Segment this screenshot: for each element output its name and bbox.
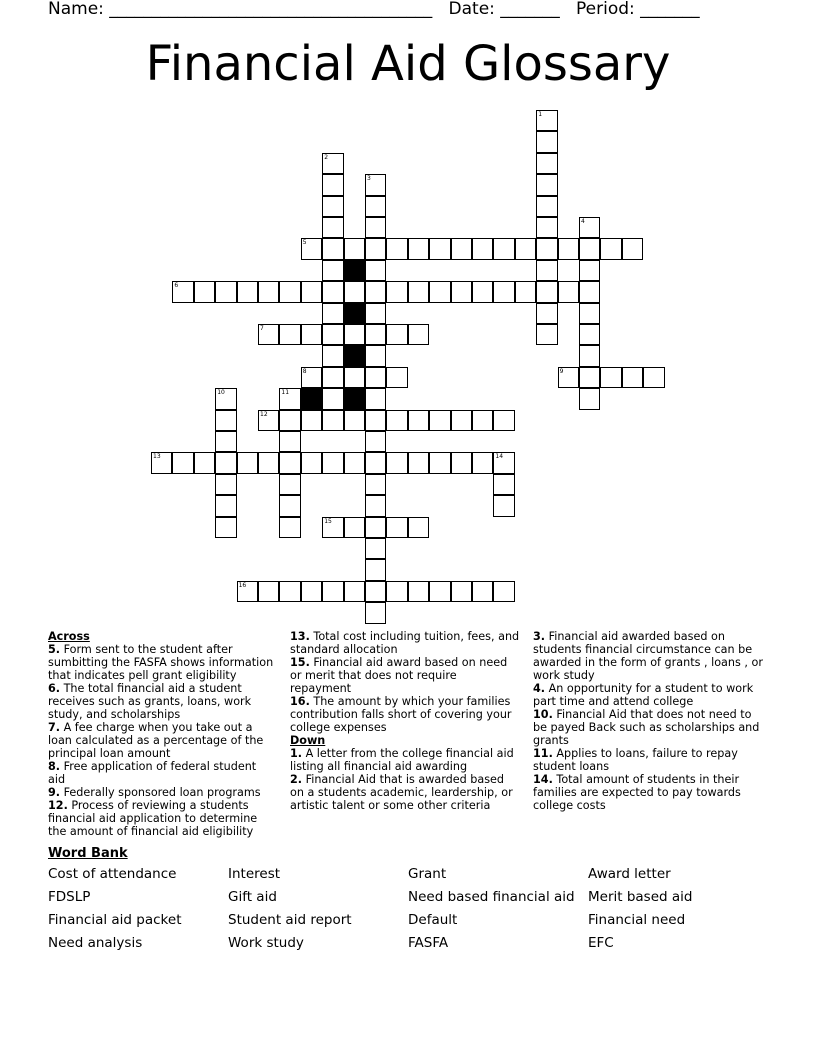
grid-cell[interactable]: [365, 281, 386, 302]
grid-cell[interactable]: [558, 367, 579, 388]
grid-cell[interactable]: [258, 281, 279, 302]
word-bank-item: Interest: [228, 866, 281, 882]
grid-cell[interactable]: [579, 388, 600, 409]
clue-text: An opportunity for a student to work part time and attend college: [533, 682, 754, 708]
clue-number: 6.: [48, 682, 61, 695]
clue-number: 5.: [48, 643, 61, 656]
clue-number-label: 9: [559, 367, 564, 375]
word-bank-item: Student aid report: [228, 912, 352, 928]
grid-cell[interactable]: [451, 452, 472, 473]
grid-cell[interactable]: [536, 238, 557, 259]
grid-cell[interactable]: [172, 452, 193, 473]
grid-cell[interactable]: [386, 324, 407, 345]
across-clue: [48, 682, 276, 721]
grid-cell[interactable]: [322, 388, 343, 409]
grid-cell[interactable]: [258, 410, 279, 431]
page-title: Financial Aid Glossary: [145, 36, 671, 92]
word-bank-item: Cost of attendance: [48, 866, 177, 882]
clues-column-2: [290, 630, 520, 812]
grid-cell[interactable]: [301, 324, 322, 345]
grid-cell[interactable]: [215, 388, 236, 409]
clue-text: Financial aid awarded based on students financial circumstance can be awarded in the form of grants , loans , or work study: [533, 630, 763, 682]
grid-cell[interactable]: [301, 581, 322, 602]
grid-cell[interactable]: [536, 260, 557, 281]
grid-cell[interactable]: [279, 474, 300, 495]
grid-cell[interactable]: [365, 217, 386, 238]
word-bank-item: Work study: [228, 935, 304, 951]
grid-cell[interactable]: [322, 410, 343, 431]
clue-number-label: 14: [495, 453, 504, 461]
across-clue: [48, 786, 276, 799]
grid-cell[interactable]: [558, 238, 579, 259]
grid-cell[interactable]: [365, 517, 386, 538]
grid-cell[interactable]: [365, 174, 386, 195]
grid-cell[interactable]: [408, 238, 429, 259]
grid-cell[interactable]: [279, 431, 300, 452]
grid-cell[interactable]: [301, 367, 322, 388]
grid-cell[interactable]: [536, 303, 557, 324]
grid-cell[interactable]: [322, 174, 343, 195]
grid-cell[interactable]: [365, 602, 386, 623]
grid-cell-black: [344, 388, 365, 409]
grid-cell[interactable]: [558, 281, 579, 302]
grid-cell[interactable]: [429, 281, 450, 302]
date-field[interactable]: Date: _______: [448, 0, 560, 19]
grid-cell[interactable]: [172, 281, 193, 302]
clue-number: 2.: [290, 773, 303, 786]
grid-cell[interactable]: [429, 238, 450, 259]
word-bank-item: Merit based aid: [588, 889, 693, 905]
grid-cell[interactable]: [579, 303, 600, 324]
grid-cell[interactable]: [258, 324, 279, 345]
clue-number-label: 4: [581, 218, 585, 225]
grid-cell[interactable]: [643, 367, 664, 388]
grid-cell[interactable]: [322, 345, 343, 366]
clue-text: The total financial aid a student receives such as grants, loans, work study, and scholarships: [48, 682, 252, 721]
period-field[interactable]: Period: _______: [576, 0, 700, 19]
grid-cell[interactable]: [493, 452, 514, 473]
grid-cell-black: [344, 260, 365, 281]
grid-cell[interactable]: [301, 410, 322, 431]
grid-cell[interactable]: [322, 238, 343, 259]
clue-number-label: 10: [217, 389, 225, 397]
clue-text: Financial Aid that does not need to be payed Back such as scholarships and grants: [533, 708, 760, 747]
grid-cell[interactable]: [622, 367, 643, 388]
clues-column-3: [533, 630, 763, 812]
grid-cell[interactable]: [301, 452, 322, 473]
grid-cell[interactable]: [493, 410, 514, 431]
clue-number: 16.: [290, 695, 310, 708]
clue-number-label: 16: [238, 581, 247, 589]
grid-cell[interactable]: [429, 452, 450, 473]
grid-cell[interactable]: [322, 217, 343, 238]
clue-number-label: 3: [367, 175, 371, 183]
grid-cell[interactable]: [365, 324, 386, 345]
across-clue: [48, 760, 276, 786]
grid-cell[interactable]: [279, 452, 300, 473]
grid-cell[interactable]: [472, 452, 493, 473]
grid-cell[interactable]: [472, 281, 493, 302]
grid-cell[interactable]: [600, 367, 621, 388]
across-clue: [48, 643, 276, 682]
grid-cell[interactable]: [322, 367, 343, 388]
name-field[interactable]: Name: ______________________________________: [48, 0, 433, 19]
word-bank-item: EFC: [588, 935, 614, 951]
clue-number-label: 8: [302, 367, 307, 375]
clue-text: A letter from the college financial aid listing all financial aid awarding: [290, 747, 514, 773]
clue-number-label: 7: [260, 325, 264, 332]
clue-text: Process of reviewing a students financial aid application to determine the amount of financial aid eligibility: [48, 799, 258, 838]
grid-cell[interactable]: [237, 281, 258, 302]
down-clue: [533, 773, 763, 812]
clue-number: 3.: [533, 630, 546, 643]
grid-cell[interactable]: [365, 303, 386, 324]
grid-cell[interactable]: [493, 581, 514, 602]
grid-cell[interactable]: [579, 238, 600, 259]
grid-cell[interactable]: [386, 452, 407, 473]
clues-column-1: [48, 630, 276, 838]
grid-cell[interactable]: [215, 474, 236, 495]
grid-cell-black: [344, 345, 365, 366]
grid-cell[interactable]: [579, 281, 600, 302]
grid-cell[interactable]: [408, 581, 429, 602]
word-bank-item: Default: [408, 912, 458, 928]
clue-text: Free application of federal student aid: [48, 760, 257, 786]
down-clue: [290, 773, 520, 812]
grid-cell[interactable]: [279, 517, 300, 538]
clue-text: Total cost including tuition, fees, and standard allocation: [290, 630, 520, 656]
across-clue: [290, 695, 520, 734]
grid-cell[interactable]: [322, 260, 343, 281]
grid-cell[interactable]: [215, 410, 236, 431]
grid-cell[interactable]: [322, 324, 343, 345]
grid-cell[interactable]: [365, 581, 386, 602]
grid-cell[interactable]: [579, 324, 600, 345]
grid-cell[interactable]: [279, 281, 300, 302]
clue-number: 10.: [533, 708, 553, 721]
grid-cell[interactable]: [258, 452, 279, 473]
grid-cell[interactable]: [386, 517, 407, 538]
grid-cell[interactable]: [386, 281, 407, 302]
clue-number: 9.: [48, 786, 61, 799]
grid-cell[interactable]: [344, 324, 365, 345]
down-heading: Down: [290, 734, 326, 747]
grid-cell[interactable]: [344, 452, 365, 473]
grid-cell[interactable]: [579, 367, 600, 388]
word-bank-item: Need based financial aid: [408, 889, 575, 905]
grid-cell[interactable]: [515, 238, 536, 259]
clue-text: Form sent to the student after sumbitting the FASFA shows information that indicates pell grant eligibility: [48, 643, 274, 682]
grid-cell[interactable]: [344, 581, 365, 602]
down-clue: [533, 708, 763, 747]
grid-cell[interactable]: [622, 238, 643, 259]
clue-number-label: 15: [324, 517, 332, 525]
grid-cell[interactable]: [493, 238, 514, 259]
grid-cell[interactable]: [365, 196, 386, 217]
grid-cell[interactable]: [344, 238, 365, 259]
clue-number: 12.: [48, 799, 68, 812]
clue-number-label: 12: [260, 410, 268, 418]
down-clue: [533, 747, 763, 773]
grid-cell[interactable]: [279, 388, 300, 409]
across-clue: [290, 630, 520, 656]
clue-number: 11.: [533, 747, 553, 760]
word-bank-item: Gift aid: [228, 889, 277, 905]
grid-cell[interactable]: [344, 367, 365, 388]
clue-number: 4.: [533, 682, 546, 695]
grid-cell[interactable]: [579, 345, 600, 366]
grid-cell[interactable]: [408, 324, 429, 345]
grid-cell[interactable]: [279, 410, 300, 431]
grid-cell[interactable]: [344, 517, 365, 538]
grid-cell[interactable]: [365, 474, 386, 495]
clue-text: Financial Aid that is awarded based on a students academic, leardership, or artistic talent or some other criteria: [290, 773, 513, 812]
clue-text: The amount by which your families contribution falls short of covering your college expenses: [290, 695, 512, 734]
grid-cell[interactable]: [279, 324, 300, 345]
grid-cell[interactable]: [493, 281, 514, 302]
grid-cell[interactable]: [365, 410, 386, 431]
clue-number: 13.: [290, 630, 310, 643]
word-bank-item: Financial need: [588, 912, 686, 928]
grid-cell[interactable]: [493, 474, 514, 495]
grid-cell[interactable]: [365, 345, 386, 366]
grid-cell[interactable]: [365, 238, 386, 259]
grid-cell[interactable]: [472, 581, 493, 602]
grid-cell[interactable]: [579, 260, 600, 281]
clue-number-label: 6: [174, 282, 179, 290]
word-bank-item: FASFA: [408, 935, 449, 951]
grid-cell[interactable]: [536, 324, 557, 345]
clue-text: Total amount of students in their families are expected to pay towards college costs: [533, 773, 741, 812]
grid-cell[interactable]: [151, 452, 172, 473]
grid-cell[interactable]: [451, 281, 472, 302]
grid-cell[interactable]: [365, 495, 386, 516]
clue-number-label: 13: [153, 453, 161, 461]
grid-cell[interactable]: [365, 538, 386, 559]
grid-cell[interactable]: [301, 281, 322, 302]
clue-text: Federally sponsored loan programs: [60, 786, 261, 799]
grid-cell[interactable]: [322, 303, 343, 324]
word-bank-item: FDSLP: [48, 889, 91, 905]
clue-number: 15.: [290, 656, 310, 669]
clue-number-label: 11: [281, 389, 290, 397]
clue-text: Financial aid award based on need or merit that does not require repayment: [290, 656, 508, 695]
grid-cell[interactable]: [279, 495, 300, 516]
grid-cell[interactable]: [493, 495, 514, 516]
grid-cell[interactable]: [237, 452, 258, 473]
across-clue: [48, 721, 276, 760]
down-clue: [290, 747, 520, 773]
grid-cell[interactable]: [344, 410, 365, 431]
grid-cell[interactable]: [322, 452, 343, 473]
grid-cell[interactable]: [215, 452, 236, 473]
grid-cell[interactable]: [451, 581, 472, 602]
grid-cell[interactable]: [472, 410, 493, 431]
grid-cell[interactable]: [215, 517, 236, 538]
grid-cell[interactable]: [600, 238, 621, 259]
grid-cell[interactable]: [322, 581, 343, 602]
grid-cell[interactable]: [279, 581, 300, 602]
grid-cell[interactable]: [365, 431, 386, 452]
grid-cell[interactable]: [258, 581, 279, 602]
clue-number: 7.: [48, 721, 61, 734]
across-clue: [290, 656, 520, 695]
grid-cell[interactable]: [451, 410, 472, 431]
across-heading: Across: [48, 630, 90, 643]
grid-cell[interactable]: [386, 367, 407, 388]
grid-cell[interactable]: [237, 581, 258, 602]
grid-cell[interactable]: [344, 281, 365, 302]
clue-number: 1.: [290, 747, 303, 760]
across-clue: [48, 799, 276, 838]
grid-cell[interactable]: [386, 581, 407, 602]
word-bank-item: Financial aid packet: [48, 912, 182, 928]
grid-cell[interactable]: [536, 153, 557, 174]
word-bank-item: Need analysis: [48, 935, 143, 951]
word-bank-title: Word Bank: [48, 846, 128, 861]
grid-cell[interactable]: [451, 238, 472, 259]
grid-cell[interactable]: [365, 452, 386, 473]
grid-cell[interactable]: [536, 196, 557, 217]
clue-number: 14.: [533, 773, 553, 786]
grid-cell[interactable]: [536, 131, 557, 152]
grid-cell[interactable]: [386, 410, 407, 431]
grid-cell[interactable]: [408, 410, 429, 431]
clue-number-label: 2: [324, 153, 329, 161]
clue-number-label: 1: [538, 111, 543, 118]
word-bank-item: Award letter: [588, 866, 671, 882]
grid-cell[interactable]: [536, 217, 557, 238]
grid-cell[interactable]: [215, 431, 236, 452]
grid-cell-black: [344, 303, 365, 324]
down-clue: [533, 630, 763, 682]
grid-cell[interactable]: [301, 238, 322, 259]
grid-cell[interactable]: [365, 367, 386, 388]
grid-cell[interactable]: [429, 581, 450, 602]
grid-cell[interactable]: [322, 153, 343, 174]
grid-cell[interactable]: [472, 238, 493, 259]
grid-cell[interactable]: [215, 495, 236, 516]
grid-cell[interactable]: [194, 452, 215, 473]
grid-cell[interactable]: [386, 238, 407, 259]
grid-cell[interactable]: [429, 410, 450, 431]
clue-text: Applies to loans, failure to repay student loans: [533, 747, 738, 773]
grid-cell[interactable]: [536, 110, 557, 131]
clue-text: A fee charge when you take out a loan calculated as a percentage of the principal loan amount: [48, 721, 264, 760]
grid-cell[interactable]: [322, 517, 343, 538]
grid-cell-black: [301, 388, 322, 409]
down-clue: [533, 682, 763, 708]
grid-cell[interactable]: [408, 281, 429, 302]
grid-cell[interactable]: [365, 559, 386, 580]
grid-cell[interactable]: [194, 281, 215, 302]
grid-cell[interactable]: [408, 517, 429, 538]
clue-number: 8.: [48, 760, 61, 773]
clue-number-label: 5: [302, 239, 307, 247]
grid-cell[interactable]: [322, 281, 343, 302]
grid-cell[interactable]: [215, 281, 236, 302]
word-bank-item: Grant: [408, 866, 447, 882]
grid-cell[interactable]: [536, 174, 557, 195]
grid-cell[interactable]: [408, 452, 429, 473]
grid-cell[interactable]: [515, 281, 536, 302]
grid-cell[interactable]: [365, 260, 386, 281]
grid-cell[interactable]: [322, 196, 343, 217]
grid-cell[interactable]: [579, 217, 600, 238]
grid-cell[interactable]: [536, 281, 557, 302]
grid-cell[interactable]: [365, 388, 386, 409]
